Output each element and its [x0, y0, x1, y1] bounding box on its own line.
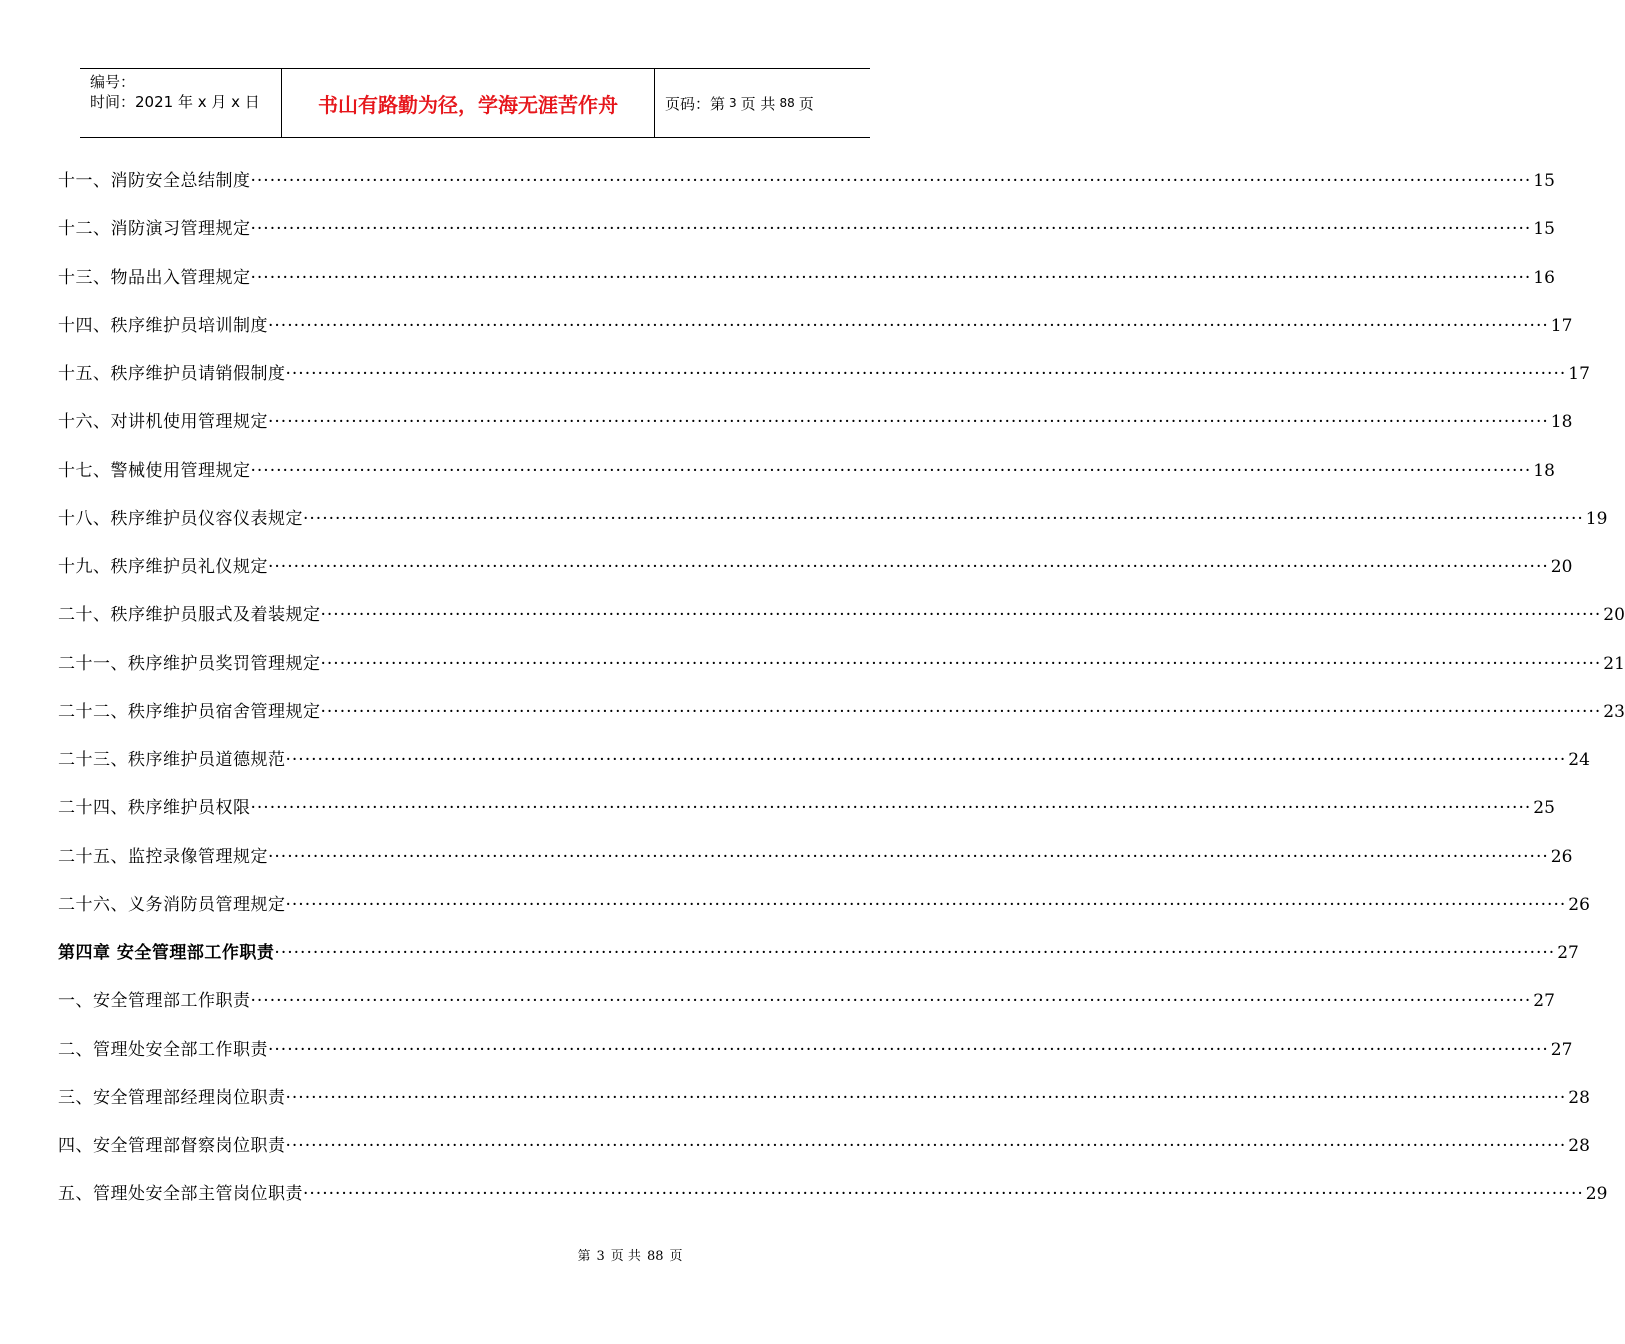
- toc-entry: [58, 314, 1573, 338]
- toc-entry-leader: ········································································································································································································: [285, 1088, 1567, 1108]
- toc-entry-label: 十八、秩序维护员仪容仪表规定: [58, 509, 303, 529]
- header-motto: 书山有路勤为径，学海无涯苦作舟: [282, 69, 655, 137]
- toc-entry-leader: ········································································································································································································: [250, 171, 1532, 191]
- toc-entry-page: 27: [1533, 991, 1555, 1011]
- toc-entry-leader: ········································································································································································································: [285, 750, 1567, 770]
- toc-entry: [58, 217, 1555, 241]
- toc-entry: [58, 893, 1590, 917]
- toc-entry-label: 二十一、秩序维护员奖罚管理规定: [58, 654, 321, 674]
- toc-entry-leader: ········································································································································································································: [303, 1184, 1584, 1204]
- toc-entry-label: 十一、消防安全总结制度: [58, 171, 251, 191]
- toc-entry-label: 二十五、监控录像管理规定: [58, 847, 268, 867]
- toc-entry-label: 十二、消防演习管理规定: [58, 219, 251, 239]
- toc-entry-label: 十三、物品出入管理规定: [58, 268, 251, 288]
- toc-entry-page: 17: [1568, 364, 1590, 384]
- toc-entry-page: 28: [1568, 1136, 1590, 1156]
- toc-entry-page: 19: [1585, 509, 1608, 529]
- header-page-mid: 页 共: [740, 94, 776, 113]
- footer-current: 3: [596, 1249, 605, 1264]
- toc-entry-page: 21: [1603, 654, 1625, 674]
- toc-entry-label: 十四、秩序维护员培训制度: [58, 316, 268, 336]
- toc-entry-label: 十七、警械使用管理规定: [58, 461, 251, 481]
- toc-entry-leader: ········································································································································································································: [268, 557, 1549, 577]
- toc-entry-leader: ········································································································································································································: [250, 219, 1532, 239]
- toc-entry-page: 16: [1533, 268, 1555, 288]
- toc-entry-label: 二十三、秩序维护员道德规范: [58, 750, 286, 770]
- toc-entry-label: 二、管理处安全部工作职责: [58, 1040, 268, 1060]
- toc-entry-label: 三、安全管理部经理岗位职责: [58, 1088, 286, 1108]
- toc-entry-leader: ········································································································································································································: [303, 509, 1584, 529]
- toc-entry: [58, 700, 1625, 724]
- toc-entry-page: 25: [1533, 798, 1555, 818]
- toc-entry-label: 二十四、秩序维护员权限: [58, 798, 251, 818]
- toc-entry-label: 二十六、义务消防员管理规定: [58, 895, 286, 915]
- toc-entry-page: 17: [1550, 316, 1573, 336]
- toc-entry-leader: ········································································································································································································: [268, 316, 1549, 336]
- toc-entry-leader: ········································································································································································································: [250, 461, 1532, 481]
- toc-entry-leader: ········································································································································································································: [268, 847, 1549, 867]
- toc-entry: [58, 169, 1555, 193]
- toc-entry: [58, 1086, 1590, 1110]
- toc-entry-leader: ········································································································································································································: [320, 702, 1602, 722]
- header-time-label: 时间：2021 年 x 月 x 日: [90, 93, 260, 111]
- toc-entry-page: 24: [1568, 750, 1590, 770]
- header-meta: [80, 69, 282, 137]
- toc-entry-leader: ········································································································································································································: [320, 605, 1602, 625]
- toc-entry: [58, 459, 1555, 483]
- toc-entry: [58, 989, 1555, 1013]
- toc-entry: [58, 748, 1590, 772]
- toc-entry-page: 18: [1550, 412, 1573, 432]
- toc-entry-page: 20: [1603, 605, 1625, 625]
- page-footer: [0, 1245, 950, 1264]
- toc-entry-label: 十九、秩序维护员礼仪规定: [58, 557, 268, 577]
- toc-entry-page: 15: [1533, 219, 1555, 239]
- header-page-prefix: 页码：第: [665, 94, 726, 113]
- toc-entry-label: 十六、对讲机使用管理规定: [58, 412, 268, 432]
- toc-entry: [58, 603, 1625, 627]
- toc-entry-label: 第四章 安全管理部工作职责: [58, 943, 275, 963]
- toc-entry-leader: ········································································································································································································: [250, 268, 1532, 288]
- header-page-info: [655, 69, 870, 137]
- toc-entry-leader: ········································································································································································································: [268, 1040, 1549, 1060]
- page-header: [80, 68, 870, 138]
- toc-entry-page: 20: [1550, 557, 1573, 577]
- toc-entry-leader: ········································································································································································································: [285, 364, 1567, 384]
- toc-entry-leader: ········································································································································································································: [250, 991, 1532, 1011]
- toc-entry-leader: ········································································································································································································: [285, 1136, 1567, 1156]
- toc-entry-page: 27: [1557, 943, 1579, 963]
- toc-entry: [58, 410, 1573, 434]
- footer-prefix: 第: [577, 1249, 591, 1264]
- toc-entry: [58, 362, 1590, 386]
- toc-entry-label: 二十二、秩序维护员宿舍管理规定: [58, 702, 321, 722]
- toc-entry-label: 二十、秩序维护员服式及着装规定: [58, 605, 321, 625]
- toc-entry-leader: ········································································································································································································: [274, 943, 1556, 963]
- toc-entry-page: 28: [1568, 1088, 1590, 1108]
- toc-entry-page: 27: [1550, 1040, 1573, 1060]
- header-page-current: 3: [729, 96, 737, 110]
- toc-entry-page: 23: [1603, 702, 1625, 722]
- toc-entry-page: 18: [1533, 461, 1555, 481]
- toc-entry: [58, 1038, 1573, 1062]
- header-page-total: 88: [779, 96, 795, 110]
- toc-entry: [58, 1182, 1608, 1206]
- toc-entry-page: 26: [1568, 895, 1590, 915]
- toc-entry-leader: ········································································································································································································: [320, 654, 1602, 674]
- toc-entry-leader: ········································································································································································································: [250, 798, 1532, 818]
- toc-entry: [58, 555, 1573, 579]
- header-number-label: 编号：: [90, 73, 136, 91]
- toc-entry-page: 15: [1533, 171, 1555, 191]
- toc-entry: [58, 845, 1573, 869]
- toc-entry: [58, 1134, 1590, 1158]
- toc-entry-leader: ········································································································································································································: [268, 412, 1549, 432]
- toc-entry: [58, 941, 1579, 965]
- header-page-suffix: 页: [798, 94, 814, 113]
- toc-entry-page: 26: [1550, 847, 1573, 867]
- toc-entry-label: 十五、秩序维护员请销假制度: [58, 364, 286, 384]
- toc-entry-label: 五、管理处安全部主管岗位职责: [58, 1184, 303, 1204]
- toc-entry: [58, 507, 1608, 531]
- toc-entry-leader: ········································································································································································································: [285, 895, 1567, 915]
- toc-entry-page: 29: [1585, 1184, 1608, 1204]
- toc-entry-label: 四、安全管理部督察岗位职责: [58, 1136, 286, 1156]
- toc-entry: [58, 266, 1555, 290]
- footer-mid: 页 共: [610, 1249, 641, 1264]
- toc-entry-label: 一、安全管理部工作职责: [58, 991, 251, 1011]
- footer-total: 88: [646, 1249, 664, 1264]
- footer-suffix: 页: [669, 1249, 683, 1264]
- toc-entry: [58, 796, 1555, 820]
- toc-entry: [58, 652, 1625, 676]
